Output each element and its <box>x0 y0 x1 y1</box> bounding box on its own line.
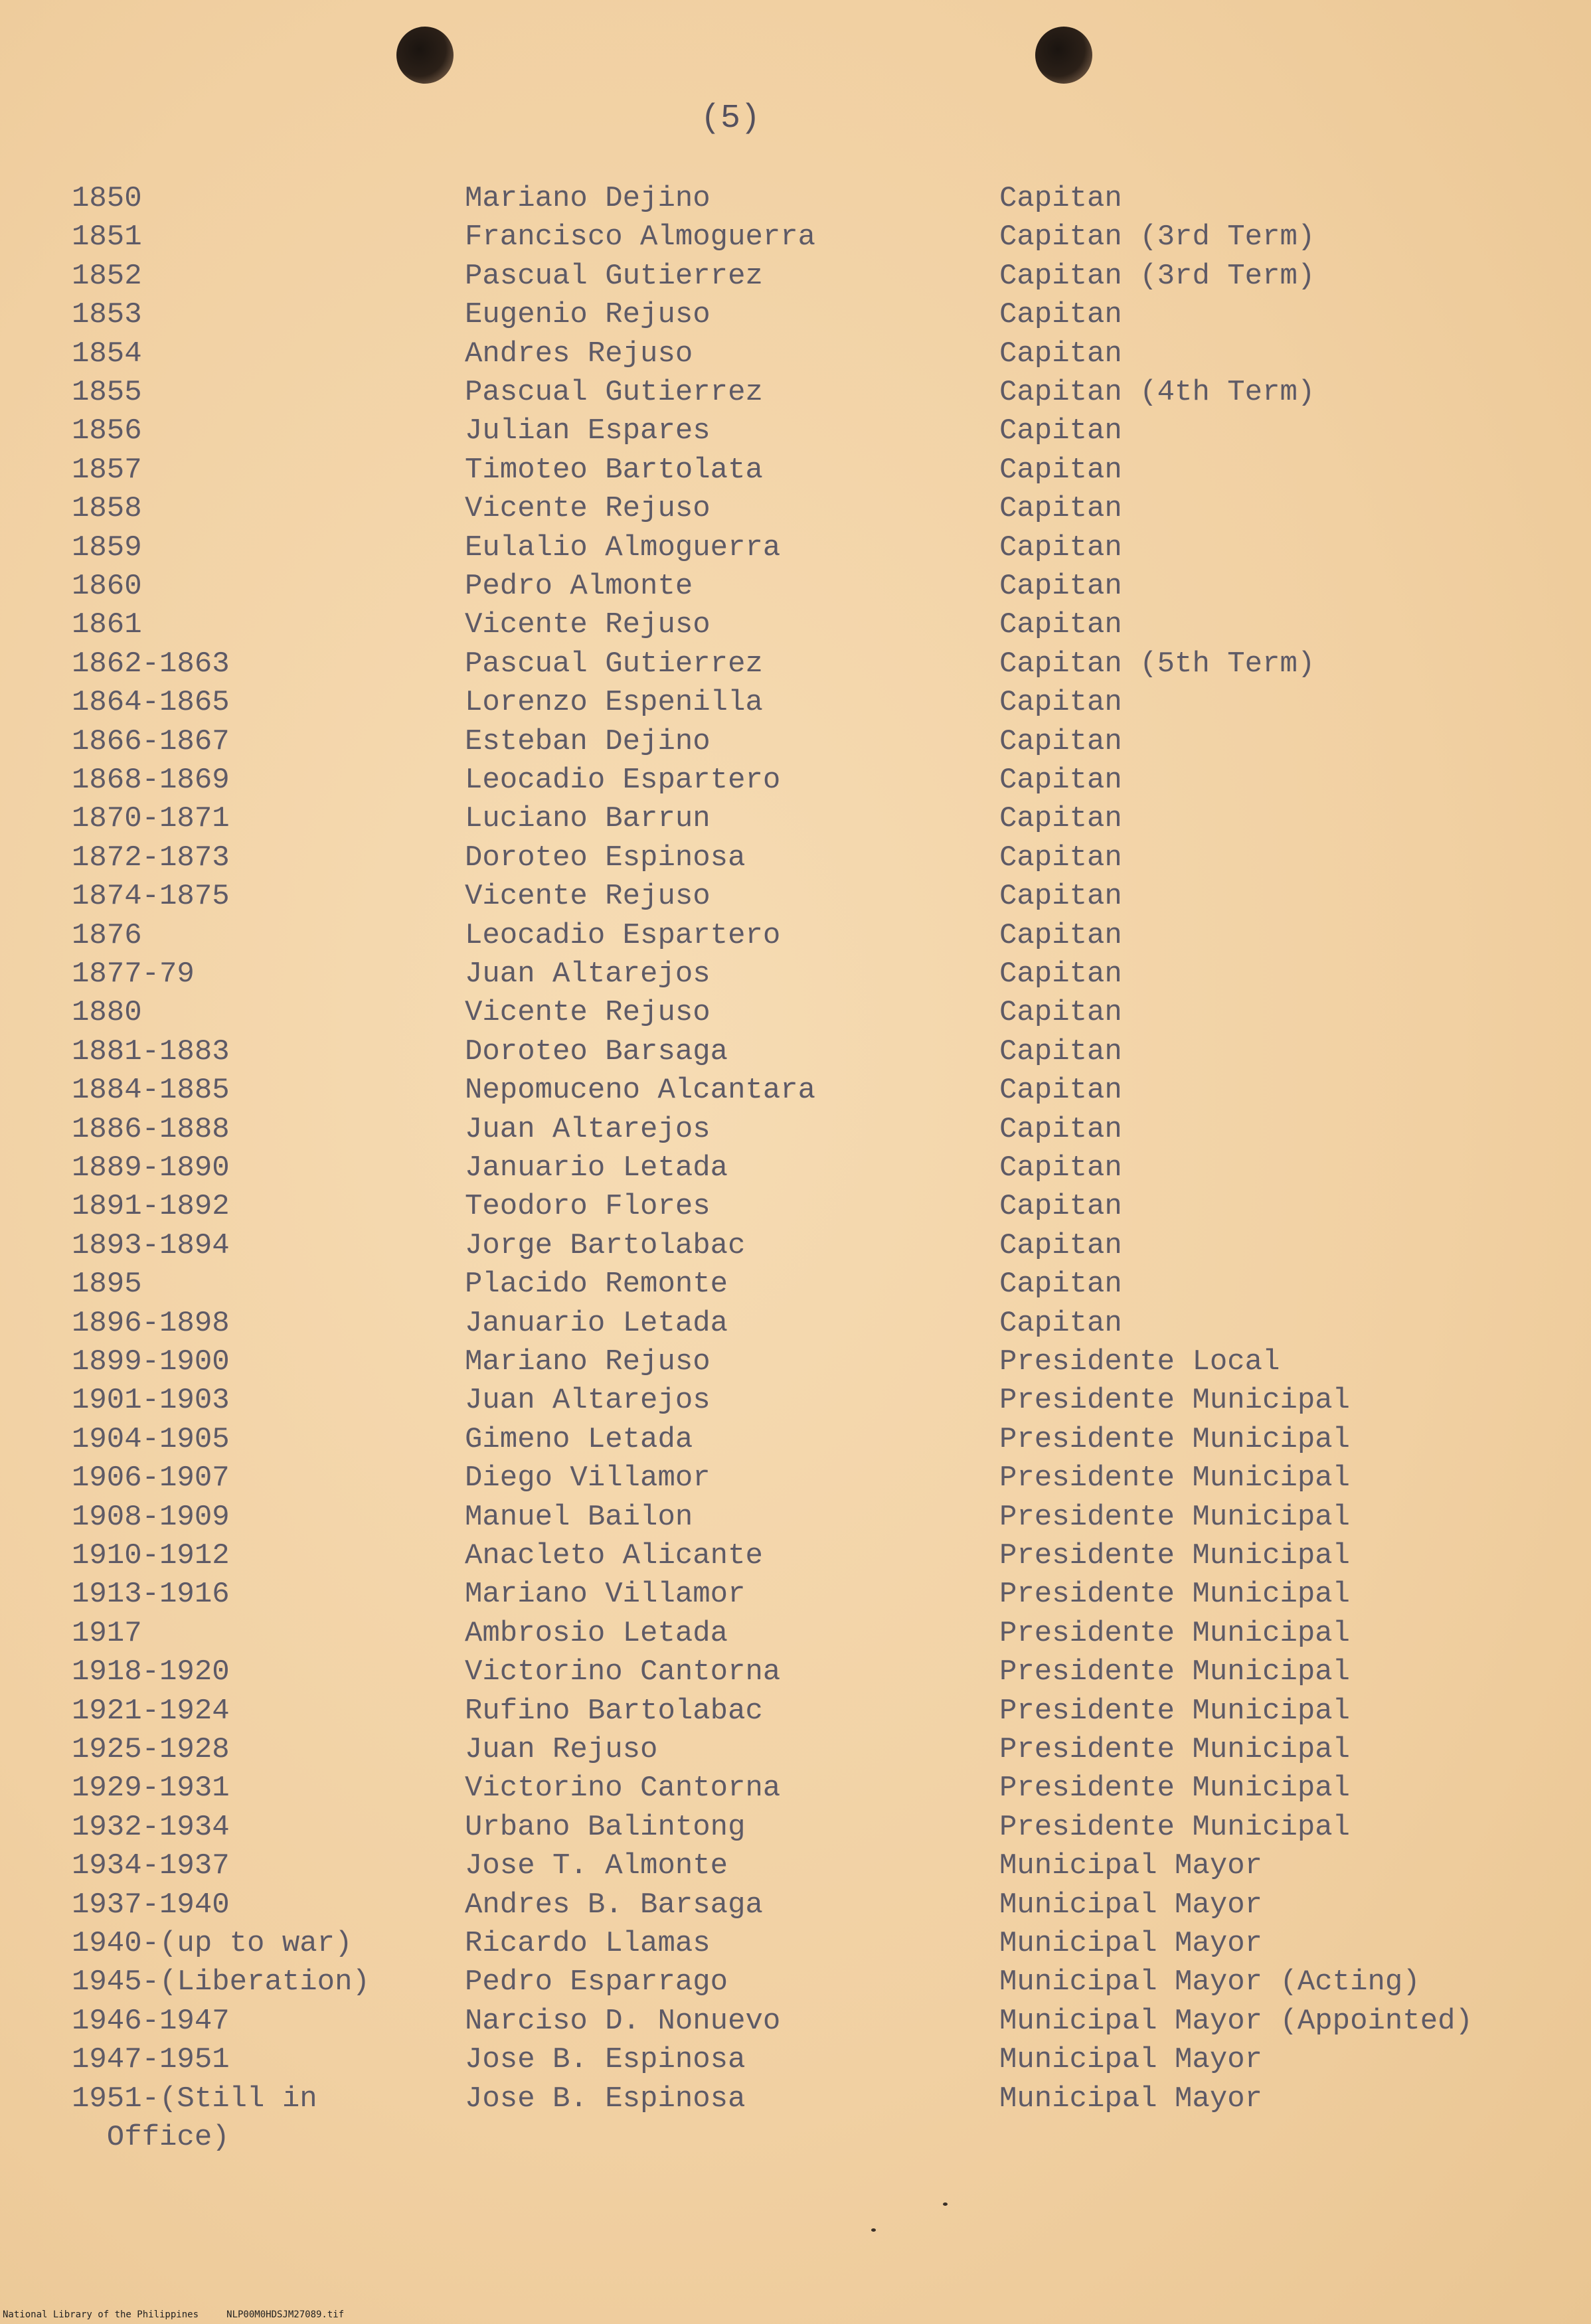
official-title: Municipal Mayor <box>999 1849 1263 1883</box>
official-name: Juan Altarejos <box>465 1384 711 1418</box>
term-years: 1881-1883 <box>72 1035 230 1068</box>
table-row <box>0 1575 1591 1614</box>
table-row <box>0 683 1591 722</box>
table-row <box>0 451 1591 489</box>
official-title: Capitan <box>999 1151 1122 1185</box>
official-title: Capitan (3rd Term) <box>999 220 1315 254</box>
official-name: Urbano Balintong <box>465 1810 746 1844</box>
term-years: 1899-1900 <box>72 1345 230 1378</box>
official-name: Diego Villamor <box>465 1461 711 1495</box>
official-name: Gimeno Letada <box>465 1422 693 1456</box>
official-name: Juan Rejuso <box>465 1733 658 1766</box>
table-row <box>0 761 1591 799</box>
table-row <box>0 1343 1591 1381</box>
official-title: Presidente Municipal <box>999 1539 1351 1572</box>
term-years: 1860 <box>72 570 142 603</box>
term-years: 1884-1885 <box>72 1074 230 1108</box>
table-row <box>0 1886 1591 1924</box>
table-row <box>0 877 1591 916</box>
ink-speck <box>871 2228 876 2232</box>
official-name: Anacleto Alicante <box>465 1539 763 1572</box>
table-row <box>0 295 1591 334</box>
term-years: 1921-1924 <box>72 1694 230 1728</box>
official-title: Capitan <box>999 453 1122 487</box>
term-years: 1917 <box>72 1616 142 1650</box>
term-years: 1872-1873 <box>72 841 230 874</box>
table-row <box>0 916 1591 955</box>
official-name: Luciano Barrun <box>465 802 711 836</box>
table-row <box>0 489 1591 528</box>
official-name: Nepomuceno Alcantara <box>465 1074 816 1108</box>
table-row <box>0 645 1591 683</box>
term-years: 1918-1920 <box>72 1655 230 1689</box>
official-name: Francisco Almoguerra <box>465 220 816 254</box>
official-name: Januario Letada <box>465 1151 728 1185</box>
table-row <box>0 1459 1591 1497</box>
table-row <box>0 373 1591 412</box>
official-name: Pascual Gutierrez <box>465 647 763 681</box>
official-title: Presidente Municipal <box>999 1384 1351 1418</box>
term-years: 1877-79 <box>72 957 195 991</box>
official-name: Mariano Dejino <box>465 182 711 215</box>
archive-footer: National Library of the Philippines NLP00M0HDSJM27089.tif <box>3 2309 345 2320</box>
term-years: 1866-1867 <box>72 724 230 758</box>
table-row <box>0 1420 1591 1459</box>
table-row <box>0 722 1591 761</box>
term-years-continued: Office) <box>72 2120 230 2154</box>
official-title: Capitan <box>999 1074 1122 1108</box>
term-years: 1850 <box>72 182 142 215</box>
table-row <box>0 1536 1591 1575</box>
official-title: Presidente Municipal <box>999 1733 1351 1766</box>
official-name: Mariano Rejuso <box>465 1345 711 1378</box>
term-years: 1862-1863 <box>72 647 230 681</box>
official-name: Vicente Rejuso <box>465 492 711 526</box>
table-row <box>0 1730 1591 1769</box>
term-years: 1870-1871 <box>72 802 230 836</box>
official-name: Pascual Gutierrez <box>465 376 763 409</box>
official-name: Manuel Bailon <box>465 1500 693 1534</box>
term-years: 1893-1894 <box>72 1228 230 1262</box>
official-name: Leocadio Espartero <box>465 918 781 952</box>
official-title: Capitan <box>999 1190 1122 1224</box>
official-title: Capitan <box>999 1306 1122 1340</box>
term-years: 1925-1928 <box>72 1733 230 1766</box>
official-name: Jose T. Almonte <box>465 1849 728 1883</box>
ink-speck <box>943 2202 948 2206</box>
official-name: Andres B. Barsaga <box>465 1888 763 1922</box>
official-title: Capitan <box>999 724 1122 758</box>
term-years: 1940-(up to war) <box>72 1927 353 1960</box>
official-title: Capitan <box>999 531 1122 564</box>
official-name: Jorge Bartolabac <box>465 1228 746 1262</box>
official-name: Ricardo Llamas <box>465 1927 711 1960</box>
table-row <box>0 993 1591 1032</box>
official-title: Capitan <box>999 1228 1122 1262</box>
term-years: 1858 <box>72 492 142 526</box>
term-years: 1932-1934 <box>72 1810 230 1844</box>
official-name: Julian Espares <box>465 414 711 448</box>
table-row <box>0 567 1591 606</box>
official-title: Capitan <box>999 492 1122 526</box>
official-title: Capitan (4th Term) <box>999 376 1315 409</box>
term-years: 1910-1912 <box>72 1539 230 1572</box>
term-years: 1886-1888 <box>72 1112 230 1146</box>
official-name: Juan Altarejos <box>465 957 711 991</box>
official-title: Capitan <box>999 1112 1122 1146</box>
term-years: 1913-1916 <box>72 1578 230 1612</box>
table-row <box>0 1692 1591 1730</box>
official-title: Capitan <box>999 608 1122 642</box>
official-name: Doroteo Espinosa <box>465 841 746 874</box>
table-row <box>0 179 1591 218</box>
term-years: 1937-1940 <box>72 1888 230 1922</box>
official-title: Presidente Local <box>999 1345 1280 1378</box>
official-title: Presidente Municipal <box>999 1422 1351 1456</box>
term-years: 1945-(Liberation) <box>72 1965 370 1999</box>
official-name: Leocadio Espartero <box>465 764 781 797</box>
punch-hole-right <box>1035 27 1092 84</box>
table-row <box>0 257 1591 295</box>
table-row <box>0 1769 1591 1807</box>
official-name: Ambrosio Letada <box>465 1616 728 1650</box>
term-years: 1853 <box>72 298 142 332</box>
official-title: Municipal Mayor (Acting) <box>999 1965 1420 1999</box>
official-name: Narciso D. Nonuevo <box>465 2004 781 2038</box>
official-name: Teodoro Flores <box>465 1190 711 1224</box>
term-years: 1855 <box>72 376 142 409</box>
official-name: Januario Letada <box>465 1306 728 1340</box>
table-row <box>0 1071 1591 1110</box>
table-row <box>0 1149 1591 1187</box>
official-name: Esteban Dejino <box>465 724 711 758</box>
table-row <box>0 1304 1591 1343</box>
table-row <box>0 1226 1591 1265</box>
official-name: Mariano Villamor <box>465 1578 746 1612</box>
term-years: 1908-1909 <box>72 1500 230 1534</box>
official-title: Presidente Municipal <box>999 1694 1351 1728</box>
term-years: 1852 <box>72 259 142 293</box>
term-years: 1951-(Still in <box>72 2082 317 2116</box>
term-years: 1946-1947 <box>72 2004 230 2038</box>
official-title: Capitan <box>999 841 1122 874</box>
official-name: Lorenzo Espenilla <box>465 686 763 720</box>
term-years: 1934-1937 <box>72 1849 230 1883</box>
official-name: Rufino Bartolabac <box>465 1694 763 1728</box>
official-name: Andres Rejuso <box>465 337 693 371</box>
table-row <box>0 1265 1591 1303</box>
term-years: 1868-1869 <box>72 764 230 797</box>
official-title: Presidente Municipal <box>999 1810 1351 1844</box>
official-title: Capitan <box>999 414 1122 448</box>
term-years: 1929-1931 <box>72 1772 230 1805</box>
table-row <box>0 2080 1591 2154</box>
table-row <box>0 2040 1591 2079</box>
term-years: 1889-1890 <box>72 1151 230 1185</box>
term-years: 1895 <box>72 1268 142 1301</box>
term-years: 1906-1907 <box>72 1461 230 1495</box>
table-row <box>0 1498 1591 1536</box>
official-name: Pascual Gutierrez <box>465 259 763 293</box>
table-row <box>0 1110 1591 1149</box>
term-years: 1874-1875 <box>72 880 230 914</box>
official-title: Capitan <box>999 918 1122 952</box>
term-years: 1861 <box>72 608 142 642</box>
table-row <box>0 606 1591 644</box>
official-name: Juan Altarejos <box>465 1112 711 1146</box>
official-name: Eugenio Rejuso <box>465 298 711 332</box>
official-name: Vicente Rejuso <box>465 996 711 1030</box>
table-row <box>0 1381 1591 1420</box>
term-years: 1856 <box>72 414 142 448</box>
official-title: Presidente Municipal <box>999 1772 1351 1805</box>
table-row <box>0 955 1591 993</box>
official-title: Capitan (3rd Term) <box>999 259 1315 293</box>
official-title: Municipal Mayor <box>999 2043 1263 2077</box>
official-title: Capitan <box>999 802 1122 836</box>
table-row <box>0 1808 1591 1847</box>
official-title: Capitan (5th Term) <box>999 647 1315 681</box>
official-name: Victorino Cantorna <box>465 1772 781 1805</box>
official-title: Capitan <box>999 686 1122 720</box>
official-title: Presidente Municipal <box>999 1500 1351 1534</box>
table-row <box>0 1924 1591 1963</box>
official-title: Presidente Municipal <box>999 1655 1351 1689</box>
official-title: Capitan <box>999 764 1122 797</box>
official-title: Presidente Municipal <box>999 1461 1351 1495</box>
table-row <box>0 1187 1591 1226</box>
official-name: Timoteo Bartolata <box>465 453 763 487</box>
term-years: 1891-1892 <box>72 1190 230 1224</box>
official-name: Pedro Esparrago <box>465 1965 728 1999</box>
term-years: 1947-1951 <box>72 2043 230 2077</box>
official-name: Vicente Rejuso <box>465 608 711 642</box>
page-number: (5) <box>700 100 760 137</box>
term-years: 1851 <box>72 220 142 254</box>
official-title: Capitan <box>999 957 1122 991</box>
table-row <box>0 1847 1591 1885</box>
official-title: Municipal Mayor <box>999 2082 1263 2116</box>
term-years: 1857 <box>72 453 142 487</box>
term-years: 1880 <box>72 996 142 1030</box>
term-years: 1864-1865 <box>72 686 230 720</box>
official-title: Capitan <box>999 182 1122 215</box>
official-name: Doroteo Barsaga <box>465 1035 728 1068</box>
official-title: Capitan <box>999 996 1122 1030</box>
table-row <box>0 1963 1591 2001</box>
term-years: 1859 <box>72 531 142 564</box>
term-years: 1896-1898 <box>72 1306 230 1340</box>
table-row <box>0 839 1591 877</box>
table-row <box>0 1614 1591 1653</box>
term-years: 1901-1903 <box>72 1384 230 1418</box>
punch-hole-left <box>396 27 454 84</box>
table-row <box>0 412 1591 450</box>
official-name: Jose B. Espinosa <box>465 2043 746 2077</box>
official-title: Presidente Municipal <box>999 1578 1351 1612</box>
table-row <box>0 1033 1591 1071</box>
table-row <box>0 799 1591 838</box>
table-row <box>0 1653 1591 1691</box>
term-years: 1854 <box>72 337 142 371</box>
table-row <box>0 2002 1591 2040</box>
official-title: Capitan <box>999 880 1122 914</box>
table-row <box>0 218 1591 256</box>
official-name: Eulalio Almoguerra <box>465 531 781 564</box>
table-row <box>0 529 1591 567</box>
official-name: Vicente Rejuso <box>465 880 711 914</box>
official-title: Municipal Mayor <box>999 1927 1263 1960</box>
official-title: Capitan <box>999 1268 1122 1301</box>
table-row <box>0 335 1591 373</box>
official-title: Municipal Mayor (Appointed) <box>999 2004 1473 2038</box>
official-title: Capitan <box>999 337 1122 371</box>
official-title: Capitan <box>999 570 1122 603</box>
official-name: Pedro Almonte <box>465 570 693 603</box>
official-name: Jose B. Espinosa <box>465 2082 746 2116</box>
official-name: Victorino Cantorna <box>465 1655 781 1689</box>
term-years: 1876 <box>72 918 142 952</box>
official-name: Placido Remonte <box>465 1268 728 1301</box>
official-title: Capitan <box>999 1035 1122 1068</box>
official-title: Municipal Mayor <box>999 1888 1263 1922</box>
official-title: Capitan <box>999 298 1122 332</box>
official-title: Presidente Municipal <box>999 1616 1351 1650</box>
term-years: 1904-1905 <box>72 1422 230 1456</box>
